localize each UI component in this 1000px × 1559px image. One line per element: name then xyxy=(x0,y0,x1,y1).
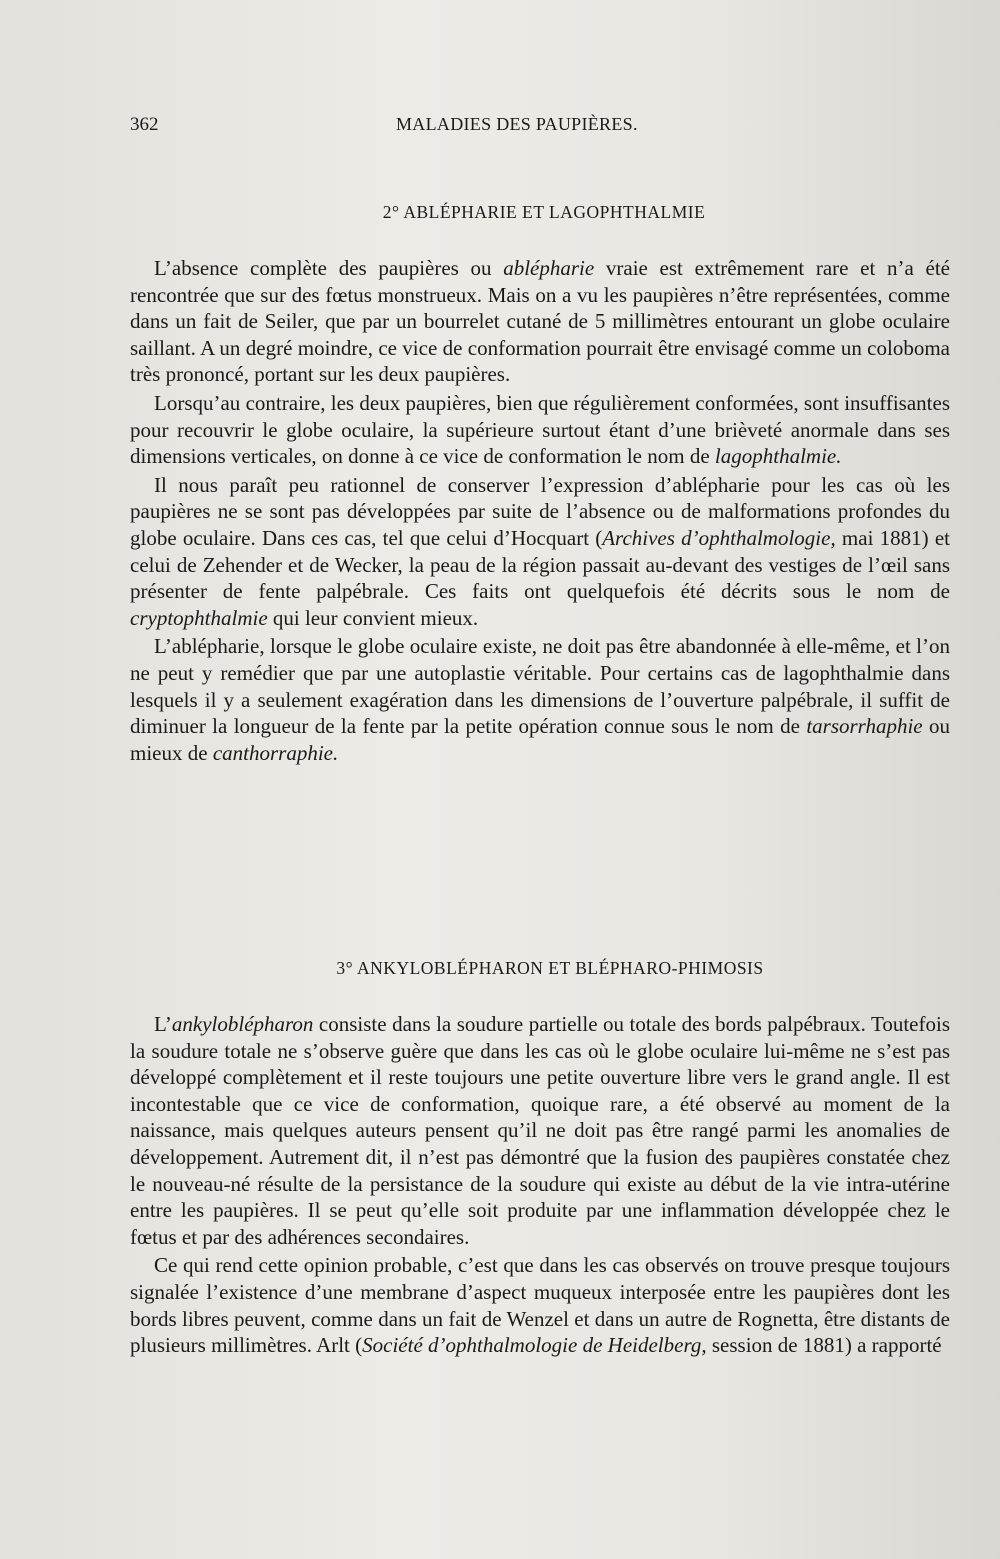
running-title: MALADIES DES PAUPIÈRES. xyxy=(396,114,638,134)
text-run: L’ xyxy=(154,1012,172,1036)
text-run: L’absence complète des paupières ou xyxy=(154,256,504,280)
paragraph xyxy=(130,1252,950,1358)
italic-term: ankyloblépharon xyxy=(171,1012,314,1036)
paragraph xyxy=(130,633,950,766)
text-run: vraie est extrêmement rare et n’a été rencontrée que sur des fœtus monstrueux. Mais on a vu les paupières n’être représentées, comme dans un fait de Seiler, que par un bourrelet cutané de 5 millimètres entourant un globe oculaire saillant. A un degré moindre, ce vice de conformation pourrait être envisagé comme un coloboma très prononcé, portant sur les deux paupières. xyxy=(130,256,950,387)
text-run: consiste dans la soudure partielle ou totale des bords palpébraux. Toutefois la soudure totale ne s’observe guère que dans les cas où le globe oculaire lui-même ne s’est pas développé complètement et il reste toujours une petite ouverture libre vers le grand angle. Il est incontestable que ce vice de conformation, quoique rare, a été observé au moment de la naissance, mais quelques auteurs pensent qu’il ne doit pas être rangé parmi les anomalies de développement. Autrement dit, il n’est pas démontré que la fusion des paupières constatée chez le nouveau-né résulte de la persistance de la soudure qui existe au début de la vie intra-utérine entre les paupières. Il se peut qu’elle soit produite par une inflammation développée chez le fœtus et par des adhérences secondaires. xyxy=(130,1012,950,1249)
italic-term: tarsorrhaphie xyxy=(806,714,923,739)
paragraph xyxy=(130,472,950,632)
section-body-ankyloblepharon xyxy=(130,1011,950,1359)
italic-term: Archives d’ophthalmologie, xyxy=(602,525,836,550)
text-run: Ce qui rend cette opinion probable, c’est que dans les cas observés on trouve presque toujours signalée l’existence d’une membrane d’aspect muqueux interposée entre les paupières dont les bords libres peuvent, comme dans un fait de Wenzel et dans un autre de Rognetta, être distants de plusieurs millimètres. Arlt ( xyxy=(130,1253,950,1358)
italic-term: canthorraphie. xyxy=(212,740,339,765)
paragraph xyxy=(130,390,950,470)
text-run: L’ablépharie, lorsque le globe oculaire existe, ne doit pas être abandonnée à elle-même, et l’on ne peut y remédier que par une autoplastie véritable. Pour certains cas de lagophthalmie dans lesquels il y a seulement exagération dans les dimensions de l’ouverture palpébrale, il suffit de diminuer la longueur de la fente par la petite opération connue sous le nom de xyxy=(130,634,950,739)
section-title-ankyloblepharon: 3° ANKYLOBLÉPHARON ET BLÉPHARO-PHIMOSIS xyxy=(336,958,764,978)
italic-term: Société d’ophthalmologie de Heidelberg, xyxy=(362,1333,707,1358)
text-run: session de 1881) a rapporté xyxy=(706,1333,942,1358)
text-run: Il nous paraît peu rationnel de conserver l’expression d’ablépharie pour les cas où les paupières ne se sont pas développées par suite de l’absence ou de malformations profondes du globe oculaire. Dans ces cas, tel que celui d’Hocquart ( xyxy=(130,472,950,550)
page-number: 362 xyxy=(130,114,159,135)
italic-term: lagophthalmie. xyxy=(714,444,842,469)
page-header xyxy=(130,114,952,144)
text-run: qui leur convient mieux. xyxy=(267,605,479,630)
italic-term: cryptophthalmie xyxy=(130,605,268,630)
text-run: mai 1881) et celui de Zehender et de Wecker, la peau de la région passait au-devant des vestiges de l’œil sans présenter de fente palpébrale. Ces faits ont quelquefois été décrits sous le nom de xyxy=(130,525,950,604)
paragraph xyxy=(130,1011,950,1250)
italic-term: ablépharie xyxy=(503,256,595,280)
text-run: ou mieux de xyxy=(130,714,951,765)
section-title-ablepharie: 2° ABLÉPHARIE ET LAGOPHTHALMIE xyxy=(382,202,706,222)
text-run: Lorsqu’au contraire, les deux paupières, bien que régulièrement conformées, sont insuffisantes pour recouvrir le globe oculaire, la supérieure surtout étant d’une brièveté anormale dans ses dimensions verticales, on donne à ce vice de conformation le nom de xyxy=(130,390,950,469)
paragraph xyxy=(130,255,950,388)
section-body-ablepharie xyxy=(130,255,950,766)
